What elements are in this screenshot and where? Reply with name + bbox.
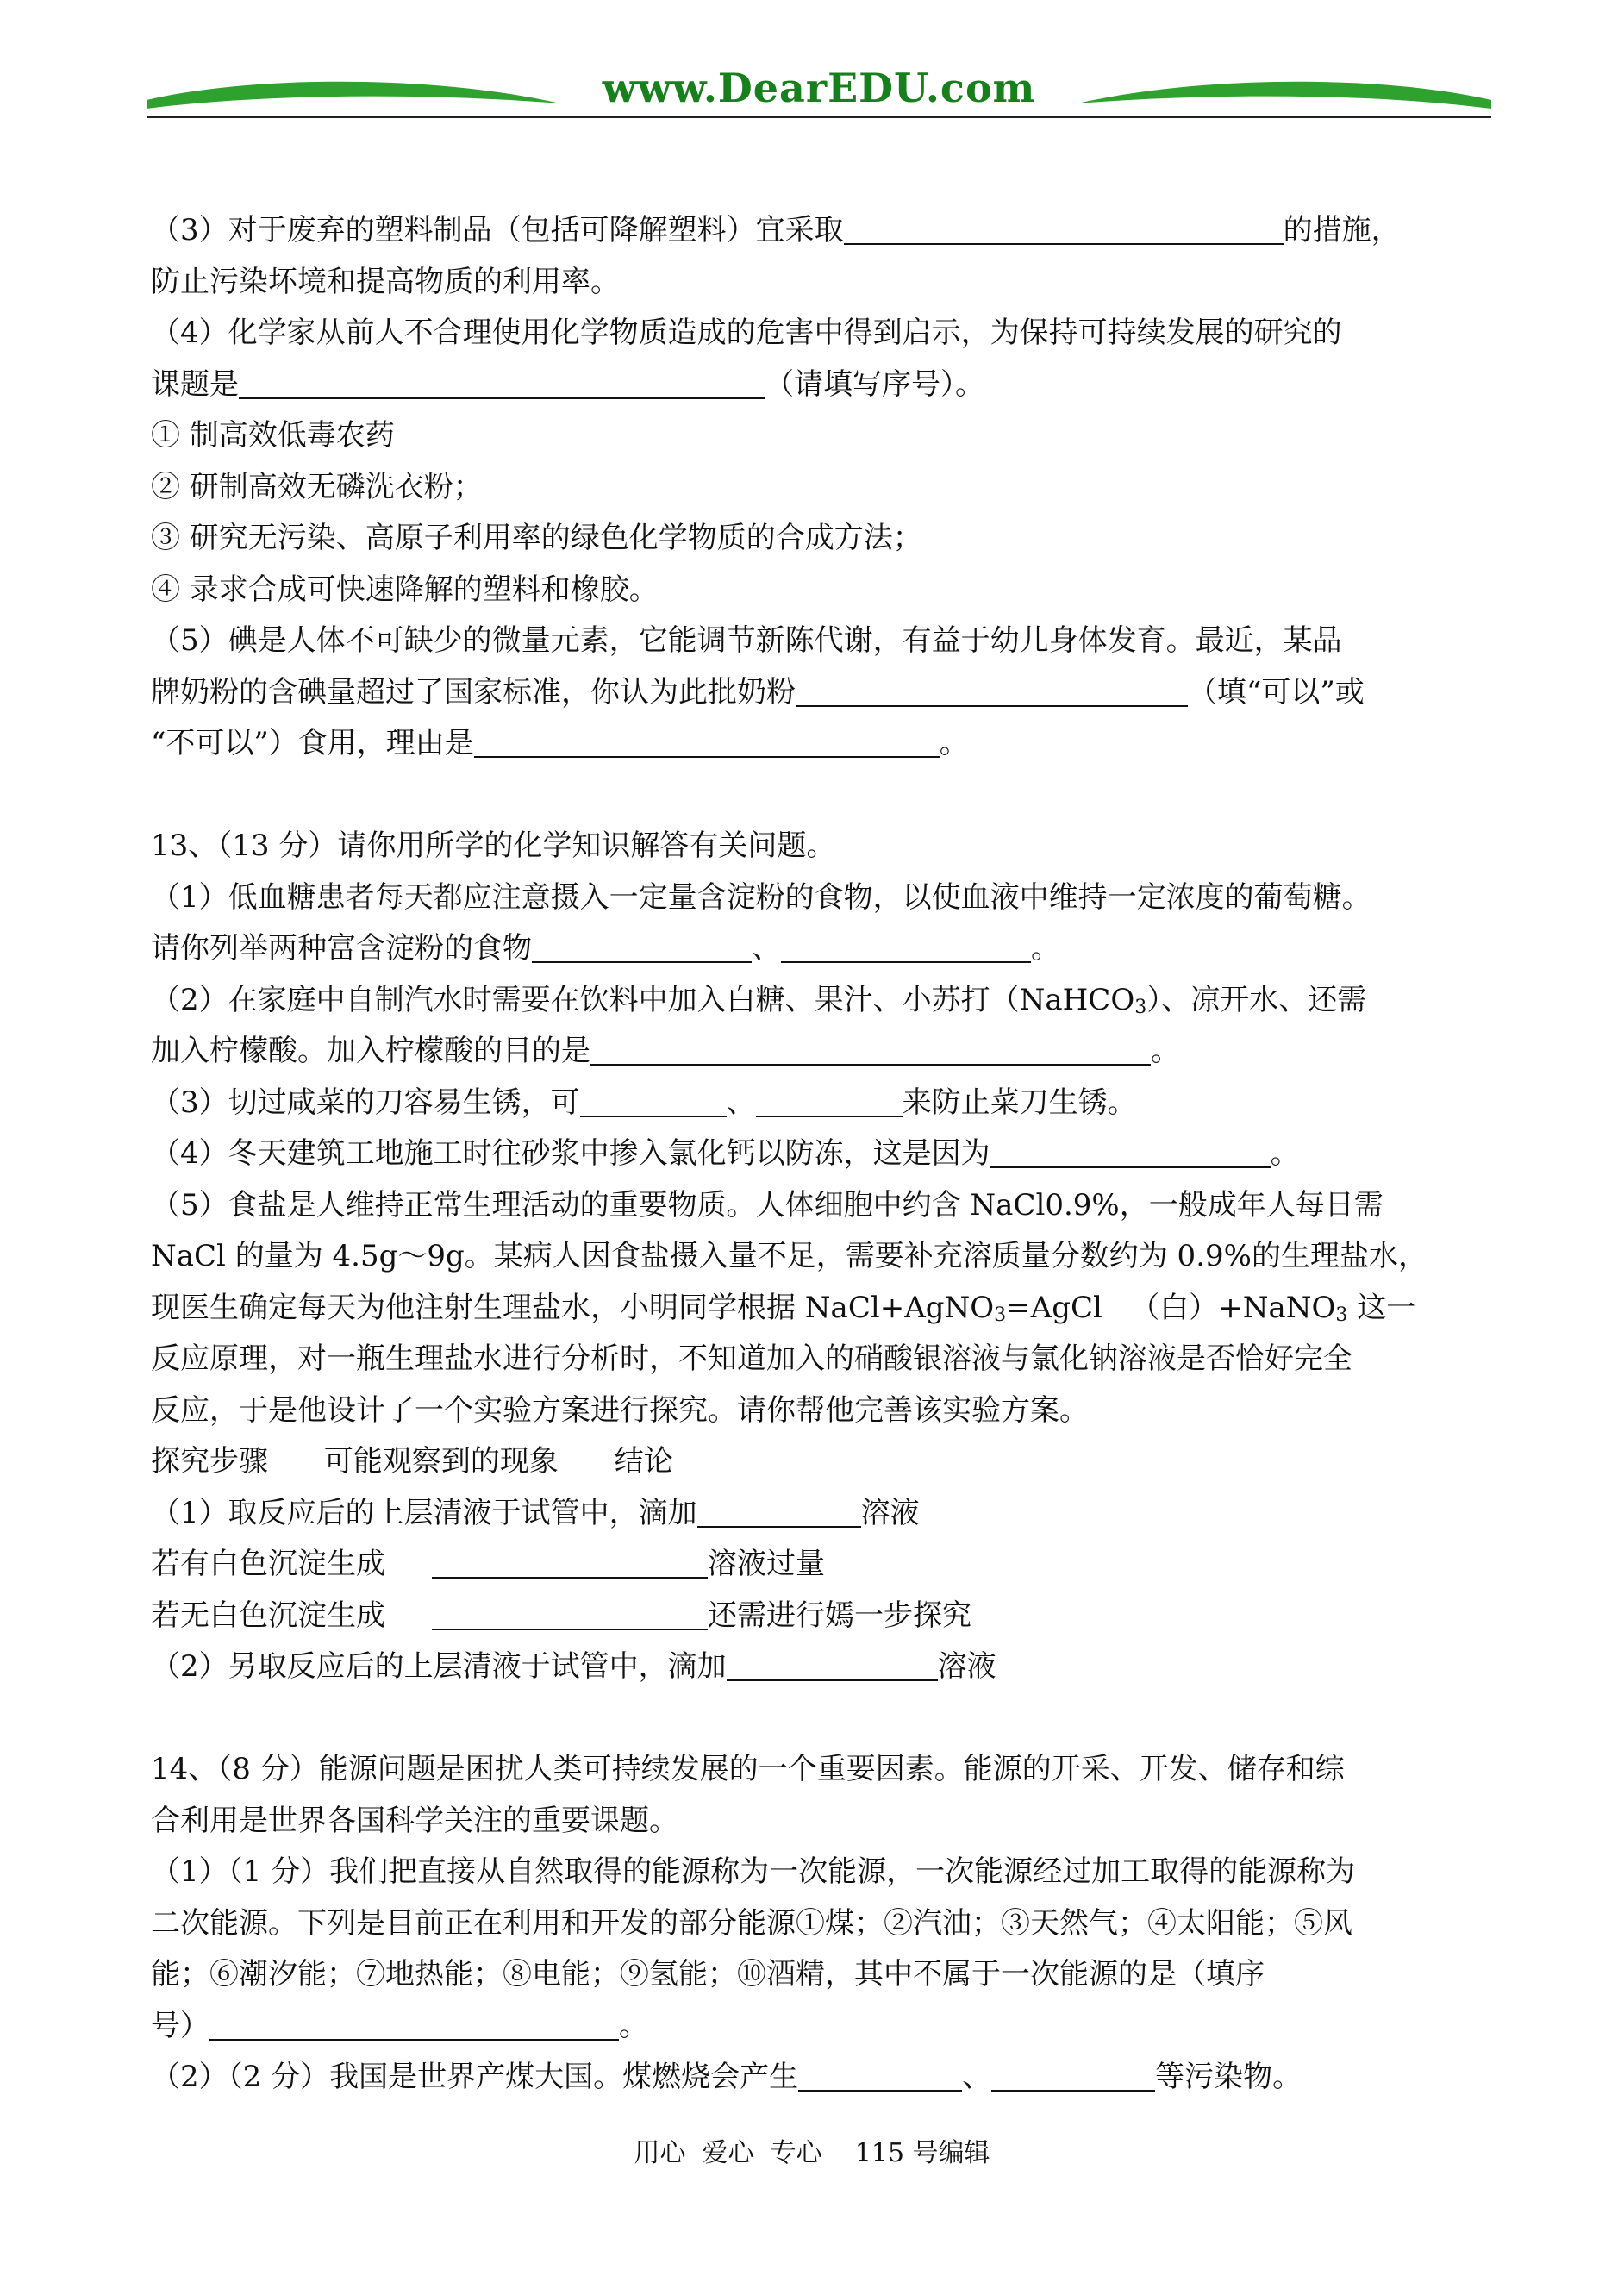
answer-blank[interactable] <box>432 1542 708 1579</box>
text-line: 课题是 （请填写序号）。 <box>151 360 1496 411</box>
page-footer <box>0 2136 1624 2171</box>
answer-blank[interactable] <box>580 1081 727 1117</box>
answer-blank[interactable] <box>239 363 765 399</box>
option-item: ② 研制高效无磷洗衣粉； <box>151 469 483 504</box>
text-line: （3）对于废弃的塑料制品（包括可降解塑料）宜采取 的措施， <box>151 205 1496 257</box>
text-line: （5）碘是人体不可缺少的微量元素，它能调节新陈代谢，有益于幼儿身体发育。最近，某品 <box>151 623 1342 658</box>
answer-blank[interactable] <box>796 671 1188 707</box>
answer-blank[interactable] <box>532 927 752 963</box>
text-line: 若无白色沉淀生成 还需进行嫣一步探究 <box>151 1591 1496 1642</box>
text-line: 防止污染坏境和提高物质的利用率。 <box>151 264 620 299</box>
answer-blank[interactable] <box>697 1491 861 1528</box>
text-line: （4）冬天建筑工地施工时往砂浆中掺入氯化钙以防冻，这是因为 。 <box>151 1129 1496 1180</box>
answer-blank[interactable] <box>798 2055 962 2092</box>
answer-blank[interactable] <box>781 927 1031 963</box>
leaf-swoosh-left-icon <box>147 74 560 114</box>
leaf-swoosh-right-icon <box>1077 74 1491 114</box>
text-line: （1）（1 分）我们把直接从自然取得的能源称为一次能源，一次能源经过加工取得的能源称为 <box>151 1854 1356 1889</box>
text-line: 请你列举两种富含淀粉的食物 、 。 <box>151 923 1496 975</box>
text-line: （1）低血糖患者每天都应注意摄入一定量含淀粉的食物，以使血液中维持一定浓度的葡萄糖。 <box>151 879 1371 915</box>
option-item: ③ 研究无污染、高原子利用率的绿色化学物质的合成方法； <box>151 521 922 555</box>
text-line: NaCl 的量为 4.5g～9g。某病人因食盐摄入量不足，需要补充溶质量分数约为 0.9%的生理盐水， <box>151 1239 1427 1273</box>
answer-blank[interactable] <box>432 1594 708 1630</box>
text-line: 反应，于是他设计了一个实验方案进行探究。请你帮他完善该实验方案。 <box>151 1392 1089 1428</box>
question-heading: 13、（13 分）请你用所学的化学知识解答有关问题。 <box>151 829 836 863</box>
text-line: （3）切过咸菜的刀容易生锈，可 、 来防止菜刀生锈。 <box>151 1078 1496 1129</box>
text-line: （1）取反应后的上层清液于试管中，滴加 溶液 <box>151 1488 1496 1540</box>
document-body <box>151 205 1496 2104</box>
header-rule <box>147 116 1491 118</box>
answer-blank[interactable] <box>990 1132 1271 1168</box>
text-line: 能；⑥潮汐能；⑦地热能；⑧电能；⑨氢能；⑩酒精，其中不属于一次能源的是（填序 <box>151 1957 1265 1992</box>
answer-blank[interactable] <box>727 1645 938 1681</box>
option-item: ④ 录求合成可快速降解的塑料和橡胶。 <box>151 572 659 607</box>
answer-blank[interactable] <box>756 1081 903 1117</box>
text-line: （4）化学家从前人不合理使用化学物质造成的危害中得到启示，为保持可持续发展的研究的 <box>151 316 1342 350</box>
text-line: （2）另取反应后的上层清液于试管中，滴加 溶液 <box>151 1642 1496 1693</box>
question-heading: 14、（8 分）能源问题是困扰人类可持续发展的一个重要因素。能源的开采、开发、储存和综 <box>151 1752 1345 1786</box>
text-line: 牌奶粉的含碘量超过了国家标准，你认为此批奶粉 （填“可以”或 <box>151 667 1496 719</box>
text-line: 加入柠檬酸。加入柠檬酸的目的是 。 <box>151 1026 1496 1078</box>
answer-blank[interactable] <box>209 2004 619 2041</box>
answer-blank[interactable] <box>474 722 940 758</box>
text-line: （2）在家庭中自制汽水时需要在饮料中加入白糖、果汁、小苏打（NaHCO$_3$）、凉开水、还需 <box>151 982 1367 1018</box>
site-logo[interactable]: www.DearEDU.com <box>602 65 1036 111</box>
text-line: 合利用是世界各国科学关注的重要课题。 <box>151 1803 678 1838</box>
table-header: 探究步骤 可能观察到的现象 结论 <box>151 1444 673 1479</box>
text-line: “不可以”）食用，理由是 。 <box>151 718 1496 770</box>
text-line: 现医生确定每天为他注射生理盐水，小明同学根据 NaCl+AgNO$_3$=AgCl （白）+NaNO$_3$ 这一 <box>151 1290 1416 1326</box>
footer-text: 用心 爱心 专心 115 号编辑 <box>634 2138 990 2168</box>
text-line: （5）食盐是人维持正常生理活动的重要物质。人体细胞中约含 NaCl0.9%，一般成年人每日需 <box>151 1187 1384 1223</box>
answer-blank[interactable] <box>991 2055 1155 2092</box>
text-line: （2）（2 分）我国是世界产煤大国。煤燃烧会产生 、 等污染物。 <box>151 2052 1496 2104</box>
text-line: 若有白色沉淀生成 溶液过量 <box>151 1539 1496 1591</box>
site-banner <box>147 60 1491 129</box>
text-line: 反应原理，对一瓶生理盐水进行分析时，不知道加入的硝酸银溶液与氯化钠溶液是否恰好完全 <box>151 1341 1352 1376</box>
answer-blank[interactable] <box>590 1029 1151 1066</box>
text-line: 号） 。 <box>151 2001 1496 2053</box>
answer-blank[interactable] <box>844 209 1284 245</box>
option-item: ① 制高效低毒农药 <box>151 418 395 453</box>
text-line: 二次能源。下列是目前正在利用和开发的部分能源①煤；②汽油；③天然气；④太阳能；⑤风 <box>151 1905 1352 1941</box>
